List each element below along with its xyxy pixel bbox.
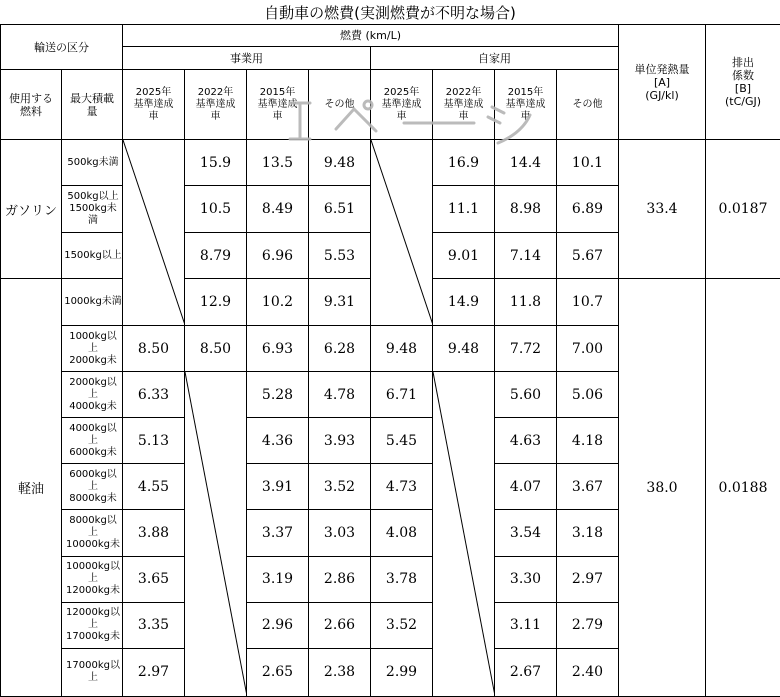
private-value-cell: 3.54	[495, 510, 557, 556]
private-value-cell: 4.73	[371, 464, 433, 510]
private-value-cell: 3.18	[557, 510, 619, 556]
max-load-cell: 1000kg未満	[62, 279, 123, 326]
business-value-cell: 3.88	[123, 510, 185, 556]
max-load-cell: 2000kg以 上 4000kg未	[62, 372, 123, 418]
fuel-economy-header: 燃費 (km/L)	[123, 25, 619, 47]
business-value-cell: 6.33	[123, 372, 185, 418]
private-value-cell: 6.89	[557, 186, 619, 233]
business-value-cell: 2.96	[247, 602, 309, 648]
diagonal-line	[433, 372, 495, 696]
business-value-cell: 15.9	[185, 140, 247, 186]
business-value-cell: 6.28	[309, 326, 371, 372]
private-value-cell: 4.08	[371, 510, 433, 556]
business-value-cell: 3.93	[309, 418, 371, 464]
business-value-cell: 12.9	[185, 279, 247, 326]
business-value-cell: 8.50	[123, 326, 185, 372]
private-value-cell: 9.48	[433, 326, 495, 372]
private-value-cell: 7.00	[557, 326, 619, 372]
private-value-cell: 7.72	[495, 326, 557, 372]
business-value-cell: 4.55	[123, 464, 185, 510]
private-value-cell: 3.30	[495, 556, 557, 602]
private-value-cell: 16.9	[433, 140, 495, 186]
business-value-cell: 9.48	[309, 140, 371, 186]
private-value-cell: 3.67	[557, 464, 619, 510]
business-value-cell: 4.78	[309, 372, 371, 418]
emission-coefficient-header: 排出 係数 [B] (tC/GJ)	[706, 25, 780, 140]
fuel-used-header: 使用する 燃料	[1, 70, 62, 140]
private-value-cell: 3.52	[371, 602, 433, 648]
business-value-cell: 6.96	[247, 233, 309, 279]
private-value-cell: 11.1	[433, 186, 495, 233]
business-value-cell: 5.13	[123, 418, 185, 464]
diagonal-line	[371, 140, 433, 325]
fuel-type-cell: ガソリン	[1, 140, 62, 279]
private-value-cell: 11.8	[495, 279, 557, 326]
private-value-cell: 5.45	[371, 418, 433, 464]
diagonal-line	[123, 140, 185, 325]
max-load-cell: 500kg以上 1500kg未 満	[62, 186, 123, 233]
max-load-header: 最大積載 量	[62, 70, 123, 140]
business-value-cell: 2.86	[309, 556, 371, 602]
business-col-header: 2015年 基準達成 車	[247, 70, 309, 140]
private-value-cell: 2.99	[371, 648, 433, 696]
private-2025-na-cell	[371, 140, 433, 326]
unit-heat-value: 38.0	[619, 279, 706, 697]
emission-coefficient-value: 0.0188	[706, 279, 780, 697]
transport-class-header: 輸送の区分	[1, 25, 123, 70]
business-value-cell: 2.66	[309, 602, 371, 648]
unit-heat-header: 単位発熱量 [A] (GJ/kl)	[619, 25, 706, 140]
business-value-cell: 3.52	[309, 464, 371, 510]
business-value-cell: 3.35	[123, 602, 185, 648]
max-load-cell: 10000kg以 上 12000kg未	[62, 556, 123, 602]
business-value-cell: 3.65	[123, 556, 185, 602]
max-load-cell: 500kg未満	[62, 140, 123, 186]
max-load-cell: 6000kg以 上 8000kg未	[62, 464, 123, 510]
fuel-type-cell: 軽油	[1, 279, 62, 697]
business-value-cell: 2.65	[247, 648, 309, 696]
business-value-cell: 2.97	[123, 648, 185, 696]
max-load-cell: 17000kg以上	[62, 648, 123, 696]
private-value-cell: 6.71	[371, 372, 433, 418]
business-2025-na-cell	[123, 140, 185, 326]
business-value-cell: 10.2	[247, 279, 309, 326]
max-load-cell: 8000kg以 上 10000kg未	[62, 510, 123, 556]
private-value-cell: 9.48	[371, 326, 433, 372]
max-load-cell: 12000kg以 上 17000kg未	[62, 602, 123, 648]
emission-coefficient-value: 0.0187	[706, 140, 780, 279]
private-col-header: 2015年 基準達成 車	[495, 70, 557, 140]
private-value-cell: 5.60	[495, 372, 557, 418]
business-value-cell: 3.03	[309, 510, 371, 556]
business-value-cell: 3.19	[247, 556, 309, 602]
private-2022-na-cell	[433, 372, 495, 697]
business-value-cell: 6.93	[247, 326, 309, 372]
business-value-cell: 5.53	[309, 233, 371, 279]
business-value-cell: 2.38	[309, 648, 371, 696]
private-value-cell: 10.7	[557, 279, 619, 326]
private-value-cell: 7.14	[495, 233, 557, 279]
page-title: 自動車の燃費(実測燃費が不明な場合)	[0, 2, 780, 24]
private-value-cell: 4.07	[495, 464, 557, 510]
business-value-cell: 3.37	[247, 510, 309, 556]
private-value-cell: 5.06	[557, 372, 619, 418]
private-value-cell: 14.9	[433, 279, 495, 326]
max-load-cell: 1000kg以 上 2000kg未	[62, 326, 123, 372]
max-load-cell: 4000kg以 上 6000kg未	[62, 418, 123, 464]
private-value-cell: 2.79	[557, 602, 619, 648]
private-value-cell: 14.4	[495, 140, 557, 186]
private-col-header: その他	[557, 70, 619, 140]
max-load-cell: 1500kg以上	[62, 233, 123, 279]
business-2022-na-cell	[185, 372, 247, 697]
private-value-cell: 3.78	[371, 556, 433, 602]
business-value-cell: 5.28	[247, 372, 309, 418]
unit-heat-value: 33.4	[619, 140, 706, 279]
business-value-cell: 3.91	[247, 464, 309, 510]
private-value-cell: 2.97	[557, 556, 619, 602]
business-value-cell: 4.36	[247, 418, 309, 464]
business-col-header: その他	[309, 70, 371, 140]
business-col-header: 2025年 基準達成 車	[123, 70, 185, 140]
private-col-header: 2022年 基準達成 車	[433, 70, 495, 140]
table-row	[1, 140, 780, 186]
private-use-header: 自家用	[371, 47, 619, 70]
business-value-cell: 9.31	[309, 279, 371, 326]
business-value-cell: 8.49	[247, 186, 309, 233]
business-value-cell: 8.50	[185, 326, 247, 372]
private-value-cell: 3.11	[495, 602, 557, 648]
private-col-header: 2025年 基準達成 車	[371, 70, 433, 140]
private-value-cell: 4.63	[495, 418, 557, 464]
business-col-header: 2022年 基準達成 車	[185, 70, 247, 140]
private-value-cell: 10.1	[557, 140, 619, 186]
fuel-economy-table	[0, 24, 780, 697]
private-value-cell: 4.18	[557, 418, 619, 464]
business-use-header: 事業用	[123, 47, 371, 70]
private-value-cell: 2.40	[557, 648, 619, 696]
private-value-cell: 2.67	[495, 648, 557, 696]
private-value-cell: 8.98	[495, 186, 557, 233]
business-value-cell: 6.51	[309, 186, 371, 233]
diagonal-line	[185, 372, 247, 696]
business-value-cell: 13.5	[247, 140, 309, 186]
private-value-cell: 5.67	[557, 233, 619, 279]
private-value-cell: 9.01	[433, 233, 495, 279]
business-value-cell: 8.79	[185, 233, 247, 279]
business-value-cell: 10.5	[185, 186, 247, 233]
